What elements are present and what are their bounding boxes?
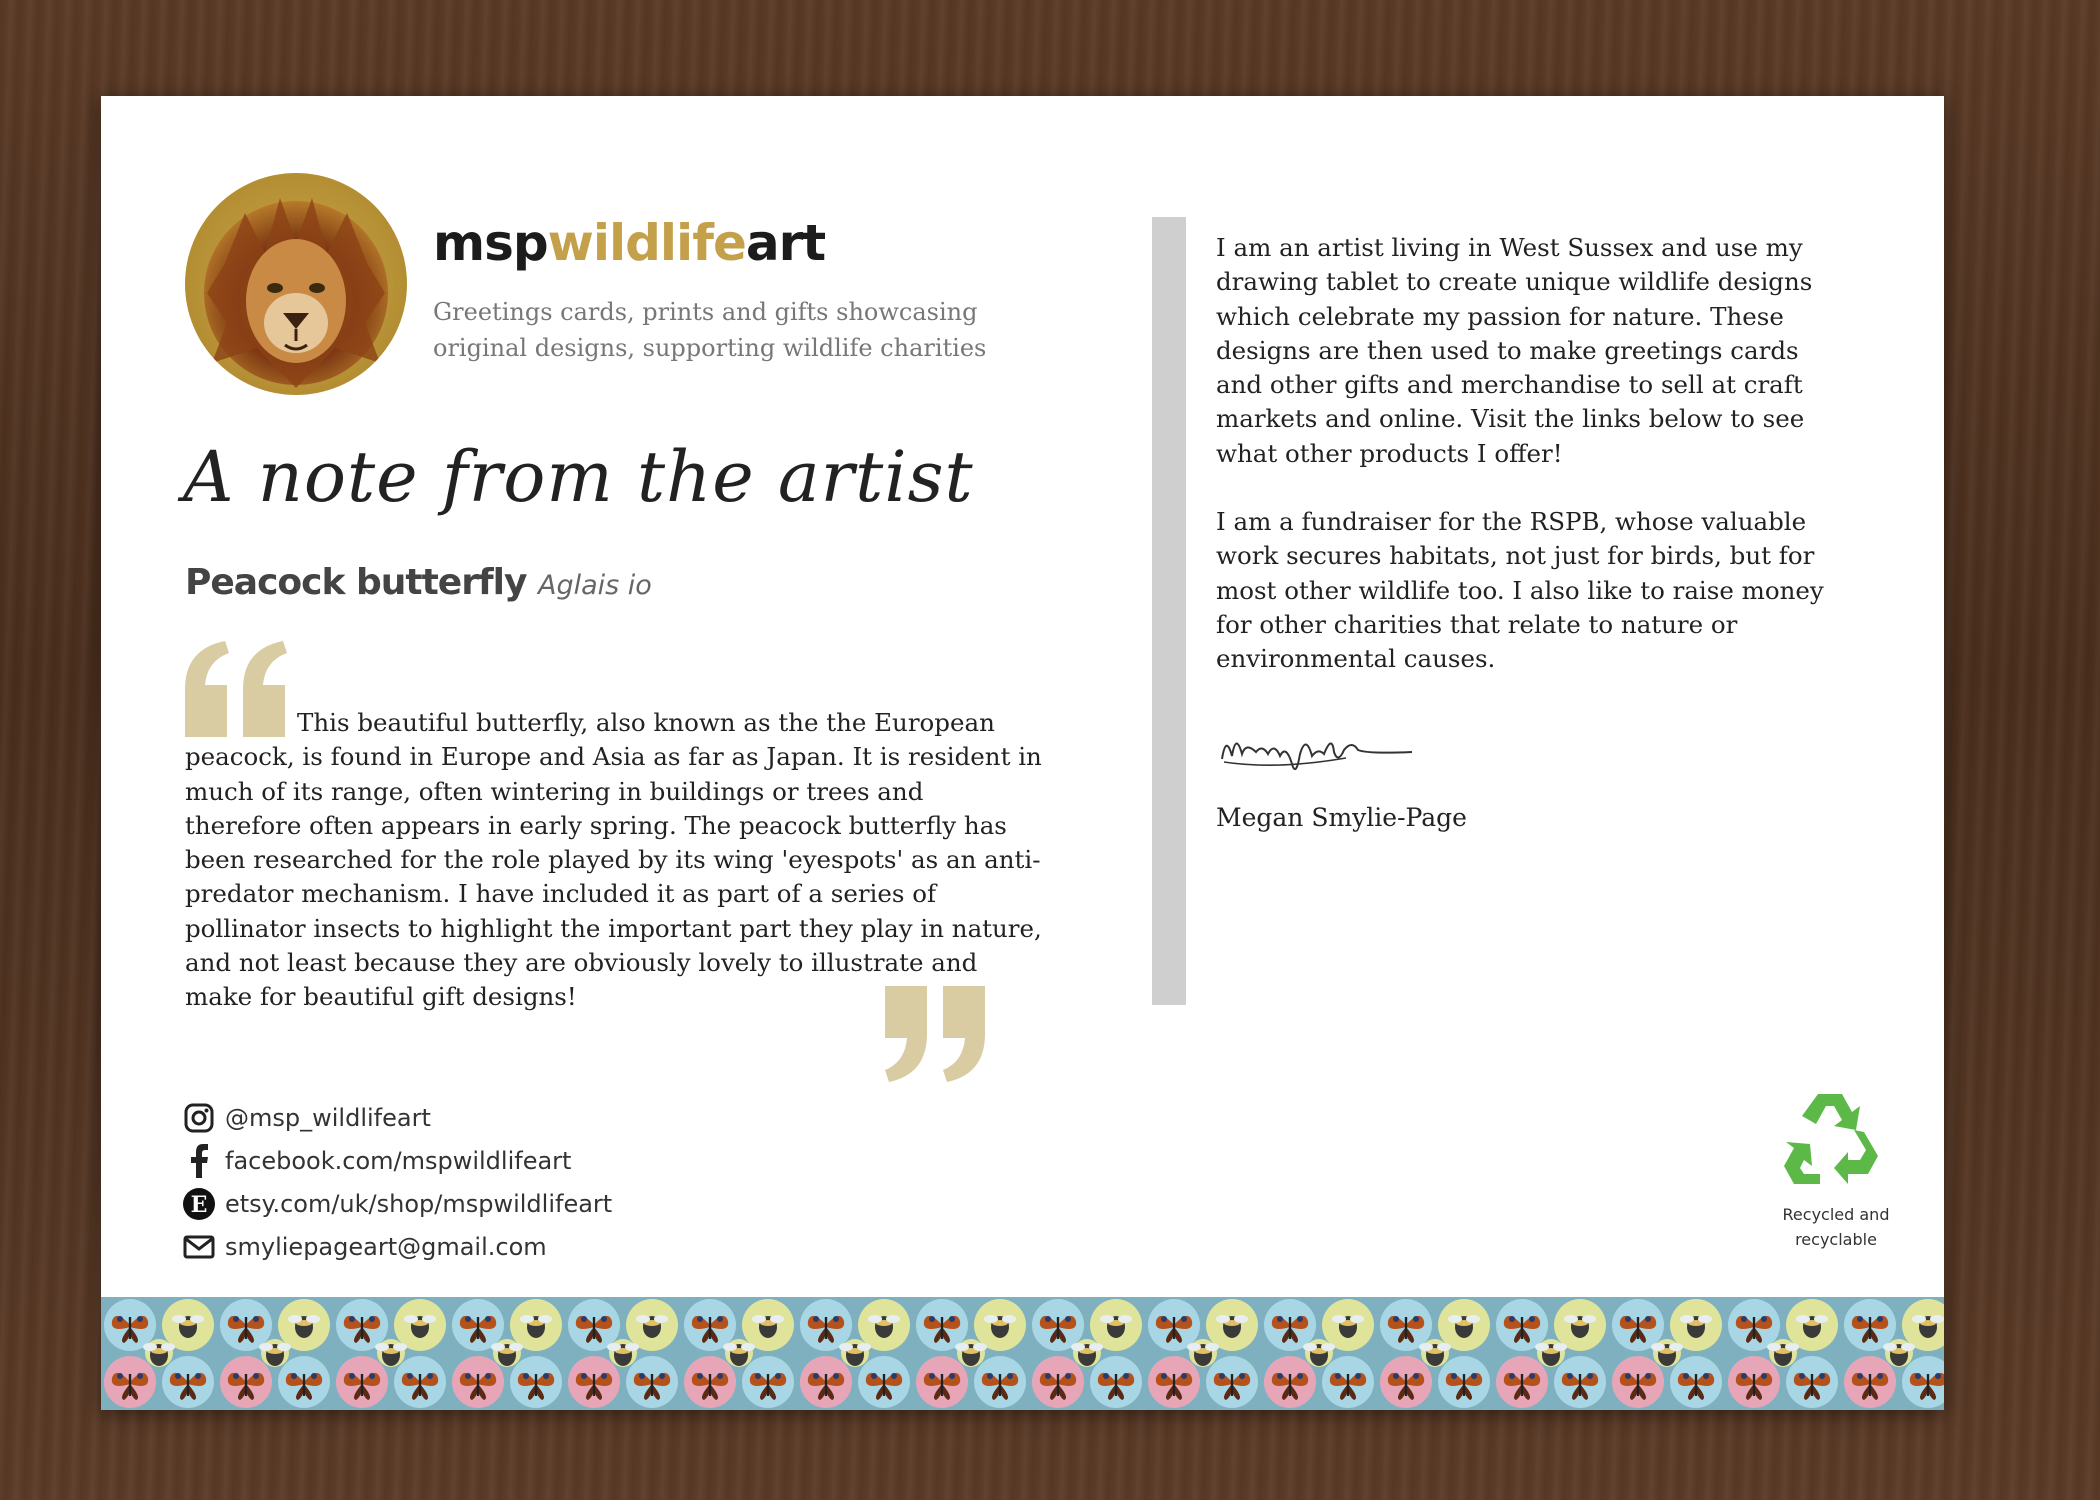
vertical-divider — [1152, 217, 1186, 1005]
recycle-label: Recycled and recyclable — [1782, 1205, 1890, 1249]
artist-bio — [1216, 231, 1836, 711]
svg-text:E: E — [190, 1191, 208, 1218]
contact-etsy[interactable] — [181, 1182, 612, 1225]
brand-prefix: msp — [433, 214, 548, 272]
brand-highlight: wildlife — [547, 214, 746, 272]
artist-bio-paragraph-2: I am a fundraiser for the RSPB, whose valuable work secures habitats, not just for birds, but for most other wildlife too. I also like to raise money for other charities that relate to nature or environmental causes. — [1216, 507, 1824, 674]
handwritten-signature — [1216, 714, 1426, 788]
brand-name — [433, 214, 825, 272]
species-heading — [185, 562, 652, 603]
contact-email-text: smyliepageart@gmail.com — [225, 1232, 547, 1261]
lion-avatar — [185, 173, 407, 395]
butterfly-pattern-band — [101, 1297, 1944, 1410]
close-quote-icon — [885, 986, 987, 1086]
recycle-badge — [1766, 1088, 1906, 1252]
artist-bio-paragraph-1: I am an artist living in West Sussex and use my drawing tablet to create unique wildlife designs which celebrate my passion for nature. These designs are then used to make greetings cards and other gifts and merchandise to sell at craft markets and online. Visit the links below to see what other products I offer! — [1216, 233, 1813, 468]
email-icon — [181, 1229, 217, 1265]
contact-etsy-text: etsy.com/uk/shop/mspwildlifeart — [225, 1189, 613, 1218]
postcard — [101, 96, 1944, 1410]
contact-facebook-text: facebook.com/mspwildlifeart — [225, 1146, 572, 1175]
recycle-icon — [1766, 1088, 1906, 1196]
species-latin-name: Aglais io — [537, 570, 652, 601]
contact-email[interactable] — [181, 1225, 612, 1268]
signature-name: Megan Smylie-Page — [1216, 803, 1467, 832]
note-title: A note from the artist — [183, 436, 974, 518]
contact-instagram[interactable] — [181, 1096, 612, 1139]
species-description: This beautiful butterfly, also known as the the European peacock, is found in Europe and Asia as far as Japan. It is resident in much of its range, often wintering in buildings or trees and therefore often appears in early spring. The peacock butterfly has been researched for the role played by its wing 'eyespots' as an anti-predator mechanism. I have included it as part of a series of pollinator insects to highlight the important part they play in nature, and not least because they are obviously lovely to illustrate and make for beautiful gift designs! — [185, 708, 1042, 1012]
contact-facebook[interactable] — [181, 1139, 612, 1182]
etsy-icon — [181, 1186, 217, 1222]
facebook-icon — [181, 1143, 217, 1179]
contact-list — [181, 1096, 612, 1268]
instagram-icon — [181, 1100, 217, 1136]
contact-instagram-text: @msp_wildlifeart — [225, 1103, 431, 1132]
species-common-name: Peacock butterfly — [185, 562, 527, 603]
tagline: Greetings cards, prints and gifts showcasing original designs, supporting wildlife charities — [433, 298, 987, 362]
brand-suffix: art — [745, 214, 826, 272]
